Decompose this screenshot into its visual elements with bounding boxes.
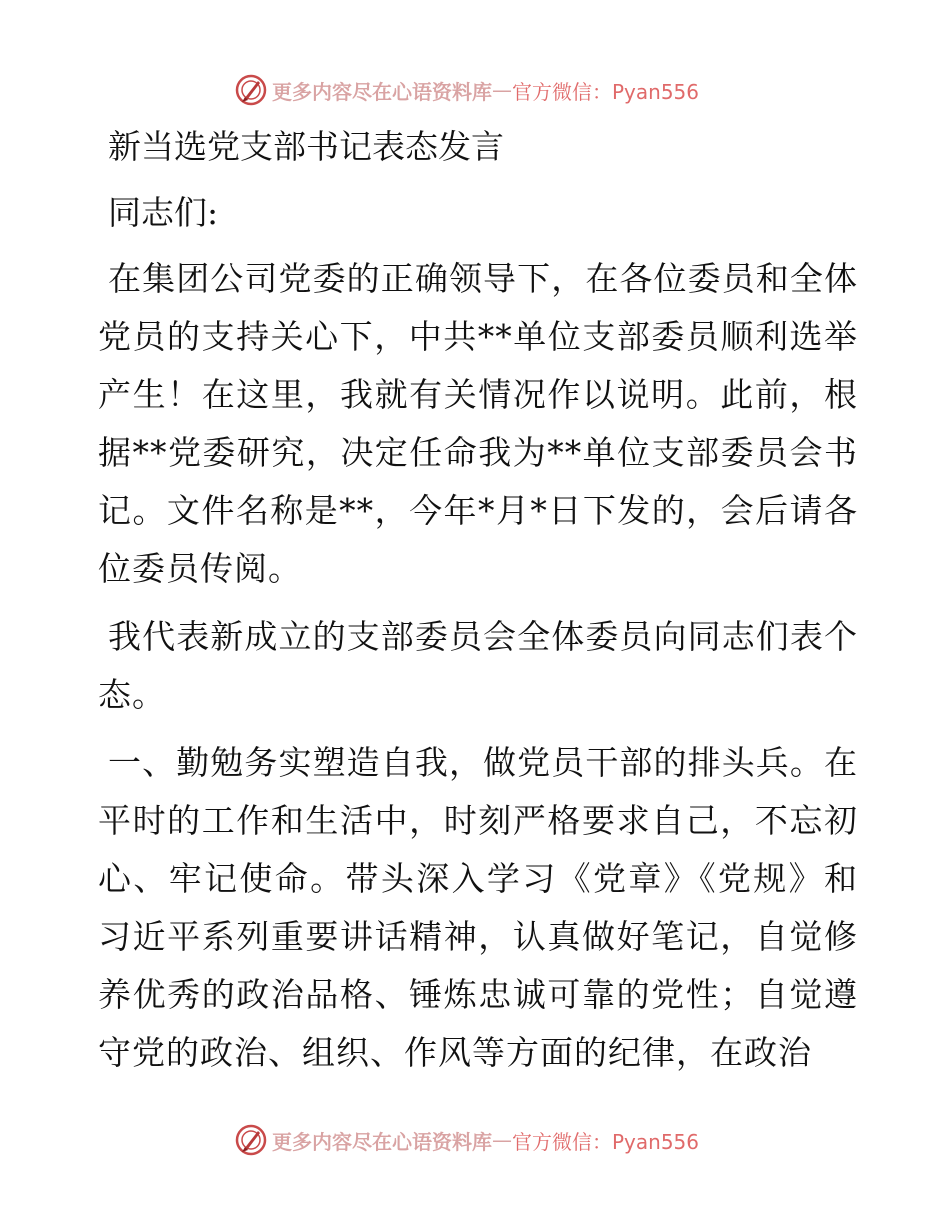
header-watermark-banner [234,72,699,108]
site-name: 更多内容尽在心语资料库 [272,1129,492,1154]
paragraph-2: 我代表新成立的支部委员会全体委员向同志们表个态。 [98,617,858,714]
banner-separator: — [492,78,512,102]
document-title: 新当选党支部书记表态发言 [108,127,504,166]
quill-logo-icon [234,73,268,107]
wechat-contact: 官方微信：Pyan556 [512,79,700,104]
banner-separator: — [492,1128,512,1152]
paragraph-3: 一、勤勉务实塑造自我，做党员干部的排头兵。在平时的工作和生活中，时刻严格要求自己，不忘初心、牢记使命。带头深入学习《党章》《党规》和习近平系列重要讲话精神，认真做好笔记，自觉修养优秀的政治品格、锤炼忠诚可靠的党性；自觉遵守党的政治、组织、作风等方面的纪律，在政治 [98,743,858,1072]
quill-logo-icon [234,1123,268,1157]
site-name: 更多内容尽在心语资料库 [272,79,492,104]
footer-watermark-banner [234,1122,699,1158]
paragraph-1: 在集团公司党委的正确领导下，在各位委员和全体党员的支持关心下，中共**单位支部委员顺利选举产生！在这里，我就有关情况作以说明。此前，根据**党委研究，决定任命我为**单位支部委员会书记。文件名称是**，今年*月*日下发的，会后请各位委员传阅。 [98,259,858,588]
wechat-contact: 官方微信：Pyan556 [512,1129,700,1154]
document-body [98,118,858,1092]
greeting: 同志们: [108,193,219,232]
